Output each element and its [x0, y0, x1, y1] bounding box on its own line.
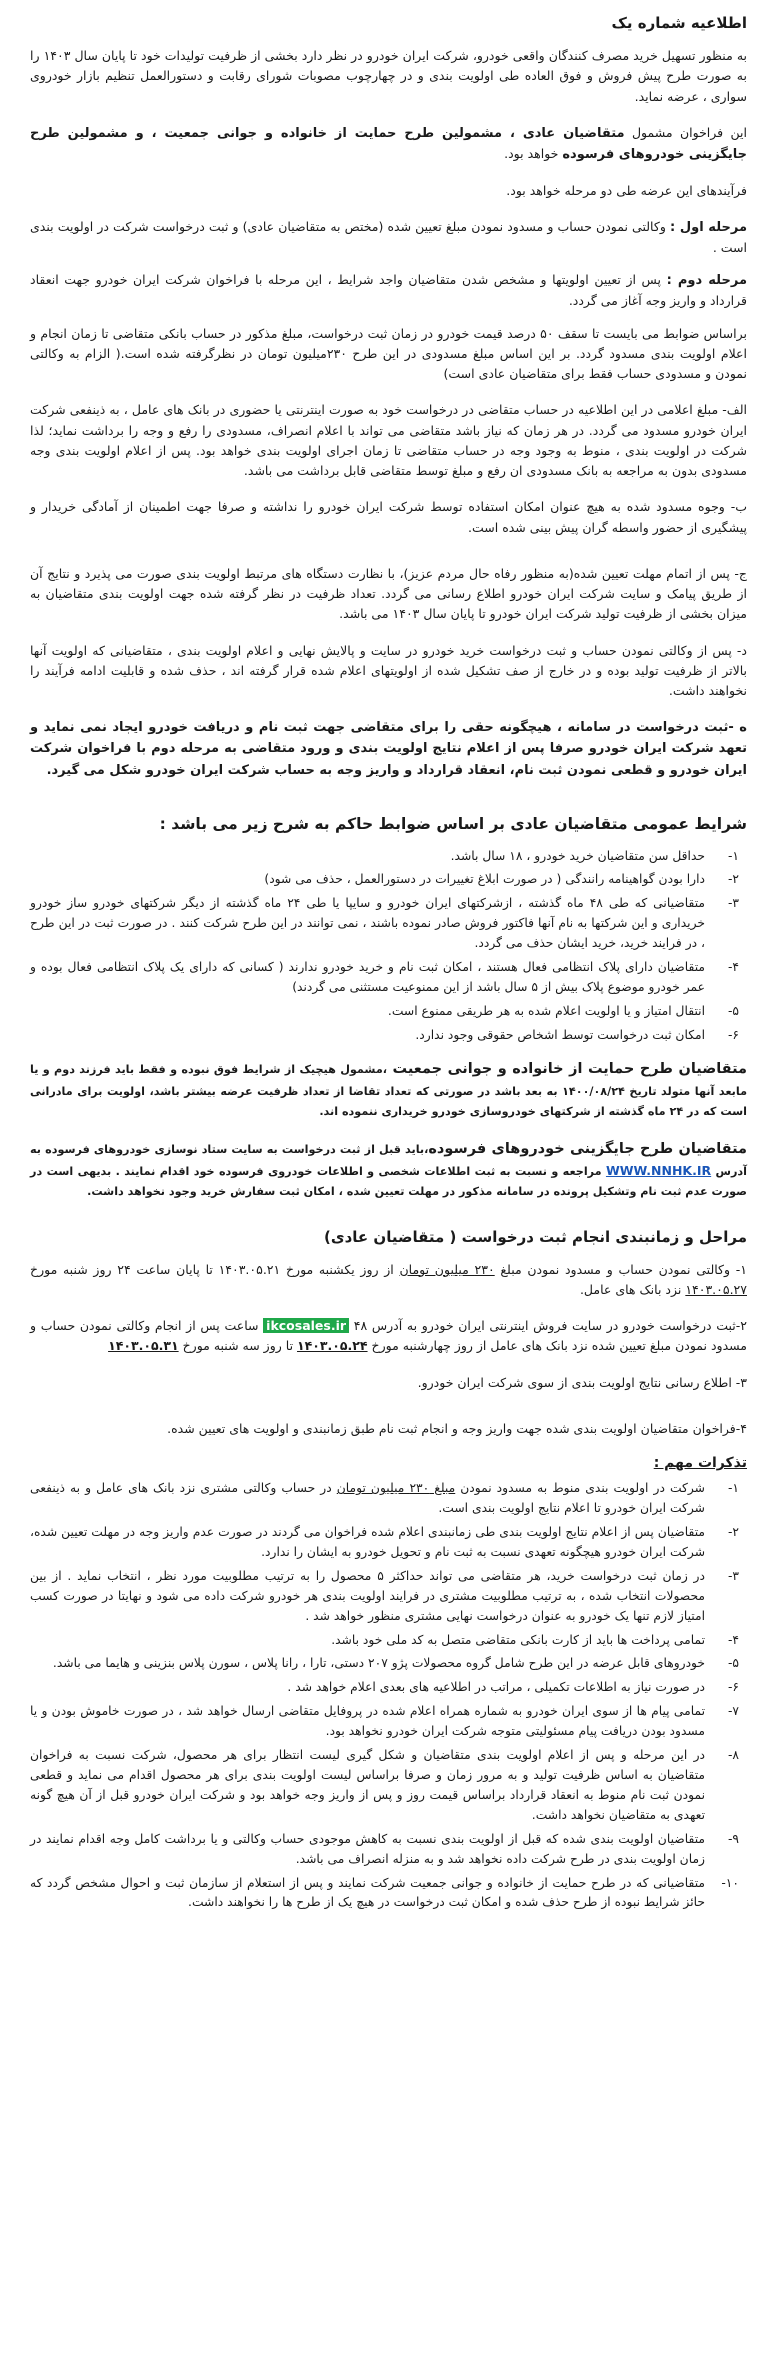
- step-four: ۴-فراخوان متقاضیان اولویت بندی شده جهت واریز وجه و انجام ثبت نام طبق زمانبندی و اولویت های تعیین شده.: [167, 1420, 747, 1436]
- doc-title: اطلاعیه شماره یک: [611, 14, 747, 32]
- step-one-suffix: نزد بانک های عامل.: [579, 1281, 686, 1297]
- paragraph-dal: د- پس از وکالتی نمودن حساب و ثبت درخواست خرید خودرو در سایت و پالایش نهایی و اعلام اولویت بندی ، متقاضیانی که اولویت آنها بالاتر از ظرفیت تولید بوده و در خارج از صف تشکیل شده از اولویتهای اعلام شده قرار گرفته اند ، حذف شده و قابلیت ادامه فرآیند را نخواهند داشت.: [30, 642, 747, 699]
- list-item: [30, 894, 747, 954]
- item-number: ۶-: [727, 1027, 739, 1042]
- item-number: ۷-: [727, 1704, 739, 1719]
- item-text: دارا بودن گواهینامه رانندگی ( در صورت ابلاغ تغییرات در دستورالعمل ، حذف می شود): [264, 872, 705, 887]
- list-item: [30, 1678, 747, 1698]
- step-two: [30, 1316, 747, 1357]
- family-plan-text: ،مشمول هیچیک از شرایط فوق نبوده و فقط باید فرزند دوم و یا مابعد آنها متولد تاریخ ۱۴۰۰/۰۸/۲۴ به بعد باشد در صورتی که تعداد تقاضا از تعداد ظرفیت عرضه بیشتر باشد، اولویت برای مادرانی است که در ۲۴ ماه گذشته از شرکتهای خودروسازی خودرو خریداری ننموده اند.: [30, 1062, 748, 1119]
- call-eligible-groups: متقاضیان عادی ، مشمولین طرح حمایت از خانواده و جوانی جمعیت ، و مشمولین طرح جایگزینی خودروهای فرسوده: [30, 125, 747, 162]
- item-number: ۹-: [727, 1831, 739, 1846]
- item-text: در زمان ثبت درخواست خرید، هر متقاضی می تواند حداکثر ۵ محصول را به ترتیب مطلوبیت مورد نظر ، انتخاب نماید . از بین محصولات انتخاب شده ، به ترتیب مطلوبیت مشتری در فرایند اولویت بندی هر خودرو شرکت داده می شود و نهایتا در صورت کسب امتیاز لازم تنها یک خودرو به عنوان درخواست نهایی مشتری منظور خواهد شد .: [30, 1568, 705, 1623]
- worn-car-paragraph: [30, 1138, 747, 1202]
- paragraph-blocking-amount: براساس ضوابط می بایست تا سقف ۵۰ درصد قیمت خودرو در زمان ثبت درخواست، مبلغ مذکور در حساب بانکی متقاضی تا زمان انجام و اعلام اولویت بندی مسدود گردد. بر این اساس مبلغ مسدودی در این طرح ۲۳۰میلیون تومان در نظرگرفته شده است.( الزام به وکالتی نمودن و مسدودی حساب فقط برای متقاضیان عادی است): [30, 325, 748, 382]
- stage-one-text: وکالتی نمودن حساب و مسدود نمودن مبلغ تعیین شده (مختص به متقاضیان عادی) و ثبت درخواست شرکت در اولویت بندی است .: [30, 219, 747, 256]
- list-item: [30, 1746, 747, 1826]
- item-number: ۱-: [727, 848, 739, 863]
- call-suffix: خواهد بود.: [504, 145, 563, 161]
- general-conditions-list: [30, 847, 747, 1046]
- step-one-mid: از روز یکشنبه مورخ ۱۴۰۳.۰۵.۲۱ تا پایان ساعت ۲۴ روز شنبه مورخ: [30, 1261, 400, 1277]
- item-number: ۵-: [727, 1003, 739, 1018]
- step-three: ۳- اطلاع رسانی نتایج اولویت بندی از سوی شرکت ایران خودرو.: [417, 1374, 747, 1390]
- stages-intro: فرآیندهای این عرضه طی دو مرحله خواهد بود.: [506, 182, 747, 198]
- note-one-amount: مبلغ ۲۳۰ میلیون تومان: [336, 1481, 456, 1496]
- item-text: خودروهای قابل عرضه در این طرح شامل گروه محصولات پژو ۲۰۷ دستی، تارا ، رانا پلاس ، سورن پلاس بنزینی و هایما می باشد.: [52, 1656, 705, 1671]
- item-text: تمامی پرداخت ها باید از کارت بانکی متقاضی متصل به کد ملی خود باشد.: [331, 1632, 705, 1647]
- item-number: ۴-: [727, 960, 739, 975]
- step-two-mid: ۴۸ ساعت پس از انجام وکالتی نمودن حساب و مسدود نمودن مبلغ تعیین شده نزد بانک های عامل از روز چهارشنبه مورخ: [30, 1318, 747, 1354]
- stage-one-label: مرحله اول :: [669, 220, 748, 236]
- item-text: امکان ثبت درخواست توسط اشخاص حقوقی وجود ندارد.: [415, 1027, 705, 1042]
- intro-paragraph: به منظور تسهیل خرید مصرف کنندگان واقعی خودرو، شرکت ایران خودرو در نظر دارد بخشی از ظرفیت تولیدات خود تا پایان سال ۱۴۰۳ را به صورت طرح پیش فروش و فوق العاده طی اولویت بندی و در چهارچوب مصوبات شورای رقابت و دستورالعمل تنظیم بازار خودروی سواری ، عرضه نماید.: [30, 48, 747, 104]
- family-plan-title: متقاضیان طرح حمایت از خانواده و جوانی جمعیت: [387, 1060, 747, 1077]
- item-number: ۳-: [727, 896, 739, 911]
- nnhk-link[interactable]: WWW.NNHK.IR: [605, 1163, 712, 1179]
- stage-one: [30, 217, 747, 258]
- call-prefix: این فراخوان مشمول: [624, 124, 748, 140]
- step-one: [30, 1260, 747, 1301]
- step-two-prefix: ۲-ثبت درخواست خودرو در سایت فروش اینترنتی ایران خودرو به آدرس: [367, 1318, 747, 1334]
- paragraph-be: ب- وجوه مسدود شده به هیچ عنوان امکان استفاده توسط شرکت ایران خودرو را نداشته و صرفا جهت اطمینان از آمادگی خریدار و پیشگیری از حضور واسطه گران پیش بینی شده است.: [30, 499, 747, 535]
- list-item: [30, 1830, 747, 1870]
- list-item: [30, 1523, 747, 1563]
- item-number: ۴-: [727, 1632, 739, 1647]
- note-one-prefix: شرکت در اولویت بندی منوط به مسدود نمودن: [455, 1481, 705, 1496]
- worn-car-text-2: مراجعه و نسبت به ثبت اطلاعات شخصی و اطلاعات خودروی فرسوده خود اقدام نمایند . بدیهی است در صورت عدم ثبت نام وتشکیل پرونده در سامانه مذکور در مهلت تعیین شده ، امکان ثبت سفارش خرید وجود نخواهد داشت.: [30, 1165, 747, 1199]
- list-item: [30, 958, 747, 998]
- list-item: [30, 847, 747, 867]
- step-two-date-start: ۱۴۰۳.۰۵.۲۴: [297, 1338, 368, 1354]
- item-number: ۵-: [727, 1656, 739, 1671]
- item-text: تمامی پیام ها از سوی ایران خودرو به شماره همراه اعلام شده در پروفایل متقاضی ارسال خواهد شد ، در صورت خاموش بودن و یا مسدود بودن دریافت پیام مسئولیتی متوجه شرکت ایران خودرو نخواهد بود.: [30, 1704, 705, 1739]
- list-item: [30, 870, 747, 890]
- item-text: متقاضیانی که در طرح حمایت از خانواده و جوانی جمعیت شرکت نمایند و پس از استعلام از سازمان ثبت و احوال مشخص گردد که حائز شرایط نبوده از طرح حذف شده و امکان ثبت درخواست در هیچ یک از طرح ها را نخواهند داشت.: [30, 1875, 705, 1910]
- item-text: انتقال امتیاز و یا اولویت اعلام شده به هر طریقی ممنوع است.: [387, 1003, 705, 1018]
- item-text: در این مرحله و پس از اعلام اولویت بندی متقاضیان و شکل گیری لیست انتظار برای هر محصول، شرکت نسبت به فراخوان متقاضیان به اساس ظرفیت تولید و به مرور زمان و صرفا براساس لیست اولویت بندی برای هر محصول اقدام می نماید و قطعی نمودن ثبت نام منوط به انعقاد قرارداد براساس قیمت روز و پس از واریز وجه خواهد بود و شرکت ایران خودرو قبل از آن هیچ گونه تعهدی به متقاضیان نخواهد داشت.: [30, 1748, 705, 1822]
- stage-two-label: مرحله دوم :: [666, 273, 747, 289]
- item-text: متقاضیانی که طی ۴۸ ماه گذشته ، ازشرکتهای ایران خودرو و سایپا یا طی ۲۴ ماه گذشته از دیگر شرکتهای خودرو ساز خودرو خریداری و این شرکتها به نام آنها فاکتور فروش صادر نموده باشند ، نمی توانند در این طرح شرکت کنند . در صورت ثبت در این طرح ، در فرایند خرید، خرید ایشان حذف می گردد.: [30, 896, 706, 951]
- step-one-date: ۱۴۰۳.۰۵.۲۷: [685, 1281, 747, 1297]
- step-two-mid2: تا روز سه شنبه مورخ: [178, 1338, 298, 1354]
- step-one-amount: ۲۳۰ میلیون تومان: [399, 1261, 495, 1277]
- item-number: ۲-: [727, 872, 739, 887]
- paragraph-jim: ج- پس از اتمام مهلت تعیین شده(به منظور رفاه حال مردم عزیز)، با نظارت دستگاه های مرتبط اولویت بندی صورت می پذیرد و نتایج آن از طریق پیامک و سایت شرکت ایران خودرو اطلاع رسانی می گردد. تعداد ظرفیت در نظر گرفته شده جهت اولویت بندی متقاضیان به میزان بخشی از ظرفیت تولید شرکت ایران خودرو تا پایان سال ۱۴۰۳ می باشد.: [30, 565, 747, 622]
- item-text: متقاضیان دارای پلاک انتظامی فعال هستند ، امکان ثبت نام و خرید خودرو ندارند ( کسانی که دارای یک پلاک انتظامی فعال بوده و عمر خودرو موضوع پلاک بیش از ۵ سال باشد از این ممنوعیت مستثنی می گردند): [30, 960, 705, 995]
- item-text: در صورت نیاز به اطلاعات تکمیلی ، مراتب در اطلاعیه های بعدی اعلام خواهد شد .: [287, 1680, 705, 1695]
- ikcosales-link[interactable]: ikcosales.ir: [263, 1318, 349, 1333]
- general-conditions-title: شرایط عمومی متقاضیان عادی بر اساس ضوابط حاکم به شرح زیر می باشد :: [159, 814, 747, 833]
- stage-two-text: پس از تعیین اولویتها و مشخص شدن متقاضیان واجد شرایط ، این مرحله با فراخوان شرکت ایران خودرو جهت انعقاد قرارداد و واریز وجه آغاز می گردد.: [30, 272, 747, 309]
- list-item: [30, 1002, 747, 1022]
- item-number: ۶-: [727, 1680, 739, 1695]
- notes-title: تذکرات مهم :: [653, 1455, 747, 1472]
- step-one-prefix: ۱- وکالتی نمودن حساب و مسدود نمودن مبلغ: [494, 1261, 747, 1277]
- item-text: متقاضیان اولویت بندی شده که قبل از اولویت بندی نسبت به کاهش موجودی حساب وکالتی و یا برداشت کامل وجه اقدام نمایند در زمان اولویت بندی در طرح شرکت داده نخواهد شد و به منزله انصراف می باشد.: [30, 1831, 705, 1866]
- family-plan-paragraph: [30, 1058, 747, 1122]
- list-item: [30, 1631, 747, 1651]
- item-number: ۳-: [727, 1568, 739, 1583]
- list-item: [30, 1702, 747, 1742]
- notes-list: [30, 1479, 747, 1913]
- note-one-suffix: در حساب وکالتی مشتری نزد بانک های عامل و به ذینفعی شرکت ایران خودرو تا اعلام نتایج اولویت بندی است.: [30, 1481, 705, 1516]
- paragraph-he: ه -ثبت درخواست در سامانه ، هیچگونه حقی را برای متقاضی جهت ثبت نام و دریافت خودرو ایجاد نمی نماید و تعهد شرکت ایران خودرو صرفا پس از اعلام نتایج اولویت بندی و ورود متقاضی به مرحله دوم با فراخوان شرکت ایران خودرو و قطعی نمودن ثبت نام، انعقاد قرارداد و واریز وجه به حساب شرکت ایران خودرو شکل می گیرد.: [30, 720, 747, 778]
- list-item: ۱- شرکت در اولویت بندی منوط به مسدود نمودن مبلغ ۲۳۰ میلیون تومان در حساب وکالتی مشتری نزد بانک های عامل و به ذینفعی شرکت ایران خودرو تا اعلام نتایج اولویت بندی است.: [30, 1479, 747, 1519]
- item-text: متقاضیان پس از اعلام نتایج اولویت بندی طی زمانبندی اعلام شده فراخوان می گردند در صورت عدم واریز وجه در مهلت تعیین شده، شرکت ایران خودرو هیچگونه تعهدی نسبت به ثبت نام و تحویل خودرو به ایشان را ندارد.: [30, 1525, 705, 1559]
- step-two-date-end: ۱۴۰۳.۰۵.۳۱: [108, 1338, 179, 1354]
- call-paragraph: [30, 123, 747, 165]
- list-item: [30, 1567, 747, 1627]
- worn-car-text-1: ،باید قبل از ثبت درخواست به سایت ستاد نوسازی خودروهای فرسوده به آدرس: [30, 1142, 747, 1179]
- item-text: حداقل سن متقاضیان خرید خودرو ، ۱۸ سال باشد.: [450, 848, 705, 863]
- stage-two: [30, 270, 747, 311]
- worn-car-title: متقاضیان طرح جایگزینی خودروهای فرسوده: [428, 1140, 747, 1157]
- list-item: [30, 1026, 747, 1046]
- steps-title: مراحل و زمانبندی انجام ثبت درخواست ( متقاضیان عادی): [324, 1227, 747, 1246]
- list-item: [30, 1654, 747, 1674]
- item-number: ۸-: [727, 1748, 739, 1763]
- note-one: [30, 1479, 705, 1519]
- list-item: [30, 1874, 747, 1914]
- item-number: ۱۰-: [721, 1875, 739, 1890]
- item-number: ۲-: [727, 1525, 739, 1540]
- paragraph-alef: الف- مبلغ اعلامی در این اطلاعیه در حساب متقاضی در درخواست خود به صورت اینترنتی یا حضوری در بانک های عامل ، به ذینفعی شرکت ایران خودرو مسدود می گردد. در هر زمان که نیاز باشد متقاضی می تواند با اعلام انصراف، مسدودی را رفع و وجه را برداشت نماید؛ لذا شرکت در اولویت بندی ، منوط به وجود وجه در حساب متقاضی تا زمان اجرای اولویت بندی خواهد بود. پس از اعلام اولویت بندی وجه مسدودی بدون به مراجعه به بانک مسدودی ان رفع و مبلغ توسط متقاضی قابل برداشت می باشد.: [30, 402, 747, 479]
